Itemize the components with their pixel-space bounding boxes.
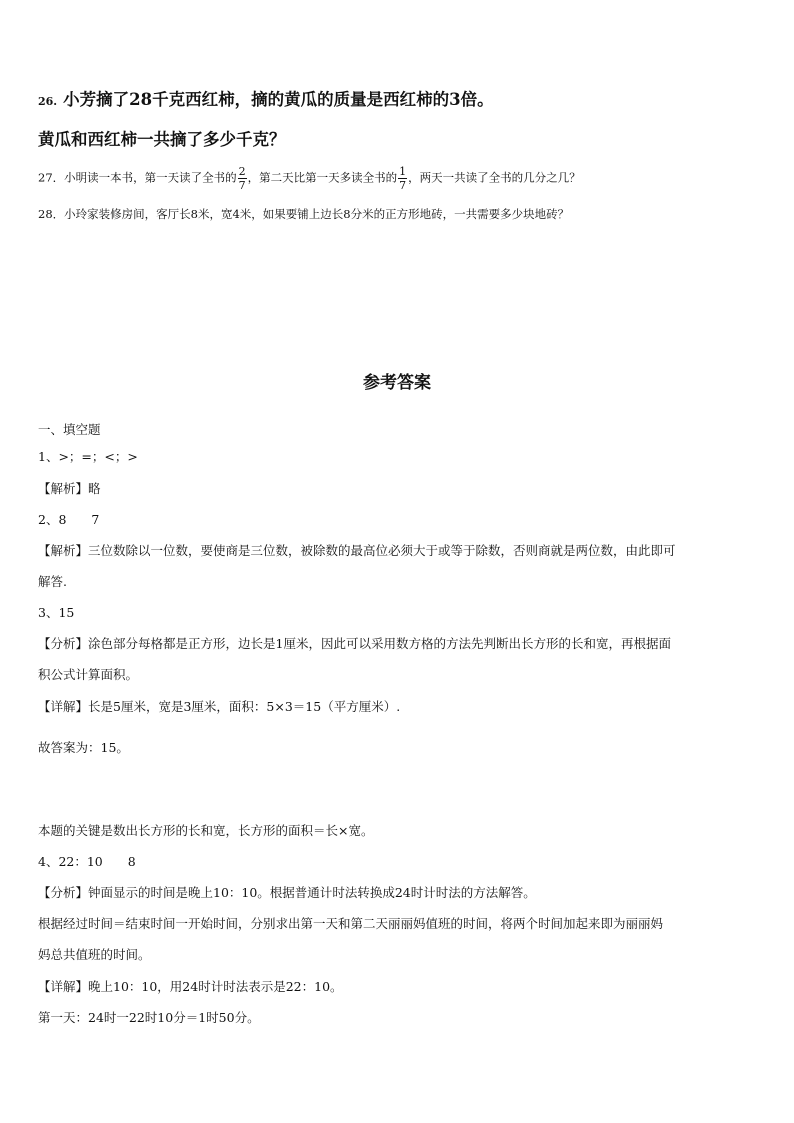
question-27-text-c: ，两天一共读了全书的几分之几？: [408, 170, 581, 185]
answer-4-analysis-1: 【分析】钟面显示的时间是晚上10：10。根据普通计时法转换成24时计时法的方法解答。: [38, 885, 536, 900]
question-number: 26.: [38, 95, 58, 108]
question-26-text: 小芳摘了28千克西红柿，摘的黄瓜的质量是西红柿的3倍。: [63, 90, 494, 109]
fraction-numerator: 1: [399, 165, 407, 178]
question-27-text-a: 27．小明读一本书，第一天读了全书的: [38, 170, 237, 185]
answer-3-analysis-2: 积公式计算面积。: [38, 667, 139, 682]
fraction-numerator: 2: [238, 165, 246, 178]
answer-4-analysis-2: 根据经过时间＝结束时间一开始时间，分别求出第一天和第二天丽丽妈值班的时间，将两个时间加起来即为丽丽妈: [38, 916, 664, 931]
answer-2: 2、8 7: [38, 512, 100, 527]
fraction-denominator: 7: [238, 179, 246, 192]
section-heading: 一、填空题: [38, 422, 101, 437]
answer-3: 3、15: [38, 605, 75, 620]
answer-2-explanation-2: 解答.: [38, 574, 67, 589]
answer-1: 1、>；=；<；>: [38, 449, 138, 464]
answer-2-explanation-1: 【解析】三位数除以一位数，要使商是三位数，被除数的最高位必须大于或等于除数，否则商就是两位数，由此即可: [38, 543, 676, 558]
answer-4: 4、22：10 8: [38, 854, 136, 869]
answer-4-analysis-3: 妈总共值班的时间。: [38, 947, 151, 962]
answer-3-final: 故答案为：15。: [38, 740, 129, 755]
answer-3-note: 本题的关键是数出长方形的长和宽，长方形的面积＝长×宽。: [38, 823, 374, 838]
answer-4-day-1: 第一天：24时一22时10分＝1时50分。: [38, 1010, 260, 1025]
answer-3-detail: 【详解】长是5厘米，宽是3厘米，面积：5×3＝15（平方厘米）.: [38, 699, 401, 714]
answer-1-explanation: 【解析】略: [38, 481, 101, 496]
answer-3-analysis-1: 【分析】涂色部分每格都是正方形，边长是1厘米，因此可以采用数方格的方法先判断出长方形的长和宽，再根据面: [38, 636, 671, 651]
answers-title: 参考答案: [363, 373, 431, 393]
question-27: [38, 166, 581, 191]
answer-4-detail: 【详解】晚上10：10，用24时计时法表示是22：10。: [38, 979, 343, 994]
question-26-line-1: [38, 86, 494, 110]
fraction-denominator: 7: [399, 179, 407, 192]
question-28: 28．小玲家装修房间，客厅长8米，宽4米，如果要铺上边长8分米的正方形地砖，一共需要多少块地砖？: [38, 207, 570, 221]
question-26-line-2: 黄瓜和西红柿一共摘了多少千克？: [38, 130, 286, 149]
question-27-text-b: ，第二天比第一天多读全书的: [247, 170, 398, 185]
fraction-two-sevenths: [238, 166, 247, 191]
fraction-one-seventh: [398, 166, 407, 191]
